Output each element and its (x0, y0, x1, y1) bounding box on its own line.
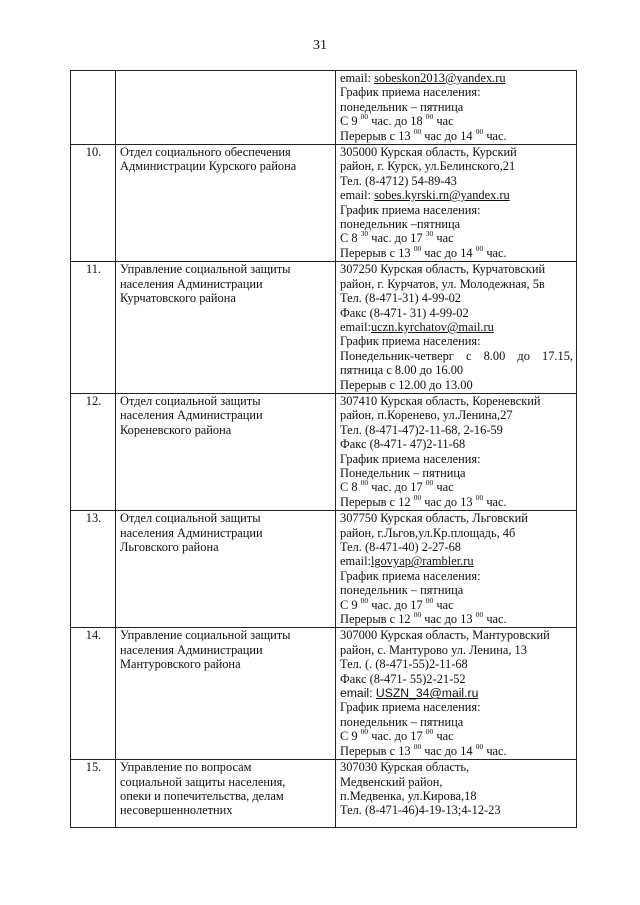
table-row (71, 760, 577, 828)
organization-name-cell (116, 262, 336, 394)
schedule-time-line (340, 114, 573, 128)
organization-name-line: Мантуровского района (120, 657, 241, 672)
table-row (71, 71, 577, 145)
contact-info-line: 307250 Курская область, Курчатовский (340, 262, 546, 277)
contact-info-line: Факс (8-471- 55)2-21-52 (340, 671, 466, 686)
time-text: Перерыв с 13 (340, 245, 414, 260)
contact-info-line: понедельник – пятница (340, 583, 464, 598)
schedule-time-line (340, 492, 573, 509)
time-text: час. (483, 743, 507, 758)
time-minutes-superscript: 00 (425, 478, 434, 488)
row-number: 15. (85, 760, 102, 775)
contact-info-line: Тел. (8-471-31) 4-99-02 (340, 291, 461, 306)
organization-name-cell (116, 628, 336, 760)
time-text: час. (483, 245, 507, 260)
contact-info-cell (336, 393, 577, 510)
organization-name-line: Кореневского района (120, 422, 232, 437)
time-text: час до 14 (421, 128, 476, 143)
schedule-time-line (340, 243, 573, 260)
contact-info-line: Понедельник – пятница (340, 465, 466, 480)
time-text: С 9 (340, 729, 361, 744)
table-row (71, 262, 577, 394)
organization-name-line: Администрации Курского района (120, 159, 297, 174)
time-minutes-superscript: 00 (413, 126, 422, 136)
contact-info-line: Тел. (8-4712) 54-89-43 (340, 173, 457, 188)
contact-info-cell (336, 628, 577, 760)
contact-info-line: район, с. Мантурово ул. Ленина, 13 (340, 642, 527, 657)
organization-name-cell (116, 511, 336, 628)
email-label: email: (340, 319, 371, 334)
row-number-cell (71, 511, 116, 628)
time-minutes-superscript: 00 (360, 727, 369, 737)
schedule-time-line (340, 480, 573, 494)
time-minutes-superscript: 00 (475, 243, 484, 253)
time-minutes-superscript: 00 (425, 112, 434, 122)
time-minutes-superscript: 00 (360, 478, 369, 488)
email-label: email: (340, 71, 375, 85)
contact-info-line: район, п.Коренево, ул.Ленина,27 (340, 408, 513, 423)
time-text: час (433, 114, 454, 129)
time-minutes-superscript: 00 (413, 243, 422, 253)
organization-name-line: населения Администрации (120, 642, 263, 657)
contact-info-line: 305000 Курская область, Курский (340, 145, 517, 160)
email-label: email: (340, 188, 375, 203)
row-number-cell (71, 145, 116, 262)
organization-name-line: Управление социальной защиты (120, 628, 291, 643)
organization-name-line: Управление по вопросам (120, 760, 252, 775)
schedule-time-line (340, 609, 573, 627)
table-row (71, 628, 577, 760)
contact-info-cell (336, 145, 577, 262)
contact-info-line: Перерыв с 12.00 до 13.00 (340, 377, 473, 392)
contact-info-cell (336, 262, 577, 394)
contact-info-cell (336, 760, 577, 828)
time-minutes-superscript: 00 (425, 595, 434, 605)
row-number-cell (71, 628, 116, 760)
time-minutes-superscript: 00 (475, 492, 484, 502)
email-line (340, 188, 573, 202)
time-minutes-superscript: 30 (360, 229, 369, 239)
contact-info-line: понедельник – пятница (340, 714, 464, 729)
organization-name-line: социальной защиты населения, (120, 774, 286, 789)
time-minutes-superscript: 00 (475, 609, 484, 619)
contact-info-line: Тел. (. (8-471-55)2-11-68 (340, 657, 468, 672)
email-link[interactable]: lgovyap@rambler.ru (370, 554, 474, 569)
contact-info-line: пятница с 8.00 до 16.00 (340, 363, 464, 378)
time-minutes-superscript: 00 (475, 741, 484, 751)
organization-name-line: Отдел социального обеспечения (120, 145, 291, 160)
time-text: Перерыв с 13 (340, 128, 414, 143)
schedule-time-line (340, 595, 573, 612)
table-row (71, 511, 577, 628)
email-label: email: (340, 686, 376, 701)
organization-name-line: Отдел социальной защиты (120, 511, 261, 526)
contact-info-line: График приема населения: (340, 202, 481, 217)
organization-name-cell (116, 393, 336, 510)
time-minutes-superscript: 00 (360, 112, 369, 122)
organization-name-cell (116, 760, 336, 828)
time-text: Перерыв с 12 (340, 494, 414, 509)
contact-info-line: График приема населения: (340, 85, 481, 100)
schedule-time-line (340, 741, 573, 758)
organization-name-line: населения Администрации (120, 525, 263, 540)
contact-info-line: График приема населения: (340, 700, 481, 715)
contact-info-line: Тел. (8-471-40) 2-27-68 (340, 540, 461, 554)
time-text: С 9 (340, 597, 361, 612)
time-text: час. (483, 612, 507, 627)
time-text: час. (483, 494, 507, 509)
contact-info-line: График приема населения: (340, 334, 481, 349)
time-minutes-superscript: 00 (413, 492, 422, 502)
contact-info-line: Факс (8-471- 31) 4-99-02 (340, 305, 469, 320)
organization-name-line: Отдел социальной защиты (120, 393, 261, 408)
contact-info-line: понедельник – пятница (340, 99, 464, 114)
contact-info-cell (336, 511, 577, 628)
time-text: час (433, 480, 454, 495)
row-number: 11. (85, 262, 102, 277)
email-label: email: (340, 554, 371, 569)
time-minutes-superscript: 30 (425, 229, 434, 239)
time-text: час до 13 (421, 612, 476, 627)
row-number-cell (71, 262, 116, 394)
social-services-table (70, 70, 577, 828)
row-number-cell (71, 393, 116, 510)
row-number-cell (71, 71, 116, 145)
email-link[interactable]: USZN_34@mail.ru (375, 686, 479, 701)
contact-info-line: Тел. (8-471-46)4-19-13;4-12-23 (340, 803, 501, 818)
contact-info-line: График приема населения: (340, 568, 481, 583)
contact-info-line: Факс (8-471- 47)2-11-68 (340, 437, 466, 452)
contact-info-line: График приема населения: (340, 451, 481, 466)
contact-info-line: район, г.Льгов,ул.Кр.площадь, 4б (340, 525, 516, 540)
time-text: час. до 18 (368, 114, 426, 129)
contact-info-line: п.Медвенка, ул.Кирова,18 (340, 788, 477, 803)
time-text: С 8 (340, 480, 361, 495)
schedule-time-line (340, 126, 573, 143)
time-text: час. до 17 (368, 231, 426, 246)
contact-info-line: понедельник –пятница (340, 217, 461, 232)
contact-info-line: 307000 Курская область, Мантуровский (340, 628, 550, 643)
contact-info-line: 307750 Курская область, Льговский (340, 511, 528, 526)
time-text: час (433, 729, 454, 744)
page-number: 31 (313, 38, 327, 53)
contact-info-line: Медвенский район, (340, 774, 443, 789)
contact-info-cell (336, 71, 577, 145)
time-text: час до 14 (421, 743, 476, 758)
organization-name-line: населения Администрации (120, 276, 263, 291)
time-text: С 8 (340, 231, 361, 246)
organization-name-line: несовершеннолетних (120, 803, 233, 818)
row-number: 14. (85, 628, 102, 643)
email-line (340, 686, 573, 700)
table-row (71, 145, 577, 262)
time-text: час до 14 (421, 245, 476, 260)
time-text: час (433, 231, 454, 246)
organization-name-line: населения Администрации (120, 408, 263, 423)
time-text: час (433, 597, 454, 612)
email-line (340, 554, 573, 568)
contact-info-line: район, г. Курск, ул.Белинского,21 (340, 159, 516, 174)
schedule-time-line (340, 231, 573, 245)
time-minutes-superscript: 00 (413, 741, 422, 751)
time-minutes-superscript: 00 (475, 126, 484, 136)
time-text: час. до 17 (368, 597, 426, 612)
email-link[interactable]: sobeskon2013@yandex.ru (374, 71, 506, 85)
row-number-cell (71, 760, 116, 828)
row-number: 12. (85, 393, 102, 408)
time-text: час до 13 (421, 494, 476, 509)
time-text: Перерыв с 13 (340, 743, 414, 758)
row-number: 13. (85, 511, 102, 526)
time-minutes-superscript: 00 (413, 609, 422, 619)
schedule-time-line (340, 729, 573, 743)
organization-name-cell (116, 145, 336, 262)
organization-name-line: опеки и попечительства, делам (120, 788, 284, 803)
organization-name-line: Льговского района (120, 540, 219, 554)
contact-info-line: Тел. (8-471-47)2-11-68, 2-16-59 (340, 422, 503, 437)
time-text: час. до 17 (368, 729, 426, 744)
email-link[interactable]: sobes.kyrski.rn@yandex.ru (374, 188, 510, 203)
time-minutes-superscript: 00 (425, 727, 434, 737)
row-number: 10. (85, 145, 102, 160)
table-row (71, 393, 577, 510)
organization-name-line: Курчатовского района (120, 291, 236, 306)
contact-info-line: 307030 Курская область, (340, 760, 470, 775)
organization-name-line: Управление социальной защиты (120, 262, 291, 277)
contact-info-line: Понедельник-четверг с 8.00 до 17.15, (340, 348, 573, 363)
time-minutes-superscript: 00 (360, 595, 369, 605)
contact-info-line: район, г. Курчатов, ул. Молодежная, 5в (340, 276, 545, 291)
email-line (340, 71, 573, 85)
email-link[interactable]: uczn.kyrchatov@mail.ru (370, 319, 494, 334)
contact-info-line: 307410 Курская область, Кореневский (340, 393, 541, 408)
time-text: час. (483, 128, 507, 143)
time-text: С 9 (340, 114, 361, 129)
time-text: Перерыв с 12 (340, 612, 414, 627)
time-text: час. до 17 (368, 480, 426, 495)
organization-name-cell (116, 71, 336, 145)
email-line (340, 320, 573, 334)
